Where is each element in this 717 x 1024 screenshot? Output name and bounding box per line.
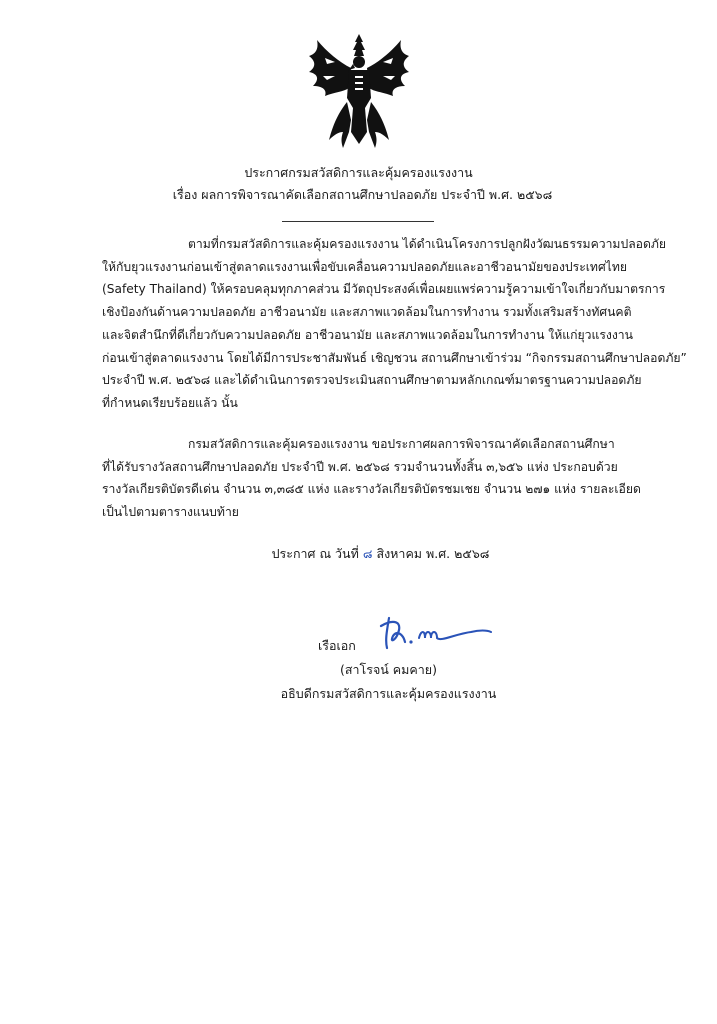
paragraph-line: รางวัลเกียรติบัตรดีเด่น จำนวน ๓,๓๘๕ แห่ง และรางวัลเกียรติบัตรชมเชย จำนวน ๒๗๑ แห่ง รายละเอียด <box>102 482 641 497</box>
body-paragraph-2 <box>102 433 641 524</box>
signer-rank: เรือเอก <box>318 638 356 653</box>
signer-position: อธิบดีกรมสวัสดิการและคุ้มครองแรงงาน <box>280 686 497 701</box>
paragraph-line: ก่อนเข้าสู่ตลาดแรงงาน โดยได้มีการประชาสัมพันธ์ เชิญชวน สถานศึกษาเข้าร่วม “กิจกรรมสถานศึกษาปลอดภัย” <box>102 350 687 365</box>
date-prefix: ประกาศ ณ วันที่ <box>271 546 359 561</box>
paragraph-line: กรมสวัสดิการและคุ้มครองแรงงาน ขอประกาศผลการพิจารณาคัดเลือกสถานศึกษา <box>188 437 615 451</box>
header-divider <box>282 221 434 222</box>
paragraph-line: ที่กำหนดเรียบร้อยแล้ว นั้น <box>102 395 238 410</box>
announcement-date <box>0 544 717 564</box>
garuda-emblem-icon <box>305 32 413 150</box>
paragraph-line: ให้กับยุวแรงงานก่อนเข้าสู่ตลาดแรงงานเพื่อขับเคลื่อนความปลอดภัยและอาชีวอนามัยของประเทศไทย <box>102 259 627 274</box>
announcement-title: ประกาศกรมสวัสดิการและคุ้มครองแรงงาน <box>244 165 473 180</box>
announcement-header <box>0 162 717 206</box>
date-day: ๘ <box>362 546 373 561</box>
signer-name: (สาโรจน์ คมคาย) <box>340 662 437 677</box>
paragraph-line: เชิงป้องกันด้านความปลอดภัย อาชีวอนามัย และสภาพแวดล้อมในการทำงาน รวมทั้งเสริมสร้างทัศนคติ <box>102 305 632 320</box>
paragraph-line: และจิตสำนึกที่ดีเกี่ยวกับความปลอดภัย อาชีวอนามัย และสภาพแวดล้อมในการทำงาน ให้แก่ยุวแรงงาน <box>102 327 633 342</box>
body-paragraph-1 <box>102 233 687 415</box>
paragraph-line: ประจำปี พ.ศ. ๒๕๖๘ และได้ดำเนินการตรวจประเมินสถานศึกษาตามหลักเกณฑ์มาตรฐานความปลอดภัย <box>102 373 642 388</box>
paragraph-line: ตามที่กรมสวัสดิการและคุ้มครองแรงงาน ได้ดำเนินโครงการปลูกฝังวัฒนธรรมความปลอดภัย <box>188 237 667 251</box>
paragraph-line: ที่ได้รับรางวัลสถานศึกษาปลอดภัย ประจำปี พ.ศ. ๒๕๖๘ รวมจำนวนทั้งสิ้น ๓,๖๕๖ แห่ง ประกอบด้วย <box>102 459 618 474</box>
announcement-subject: เรื่อง ผลการพิจารณาคัดเลือกสถานศึกษาปลอดภัย ประจำปี พ.ศ. ๒๕๖๘ <box>172 187 553 202</box>
paragraph-line: เป็นไปตามตารางแนบท้าย <box>102 505 239 520</box>
date-suffix: สิงหาคม พ.ศ. ๒๕๖๘ <box>376 546 490 561</box>
handwritten-signature-icon <box>375 612 495 654</box>
paragraph-line: (Safety Thailand) ให้ครอบคลุมทุกภาคส่วน มีวัตถุประสงค์เพื่อเผยแพร่ความรู้ความเข้าใจเกี่ยวกับมาตรการ <box>102 282 666 297</box>
